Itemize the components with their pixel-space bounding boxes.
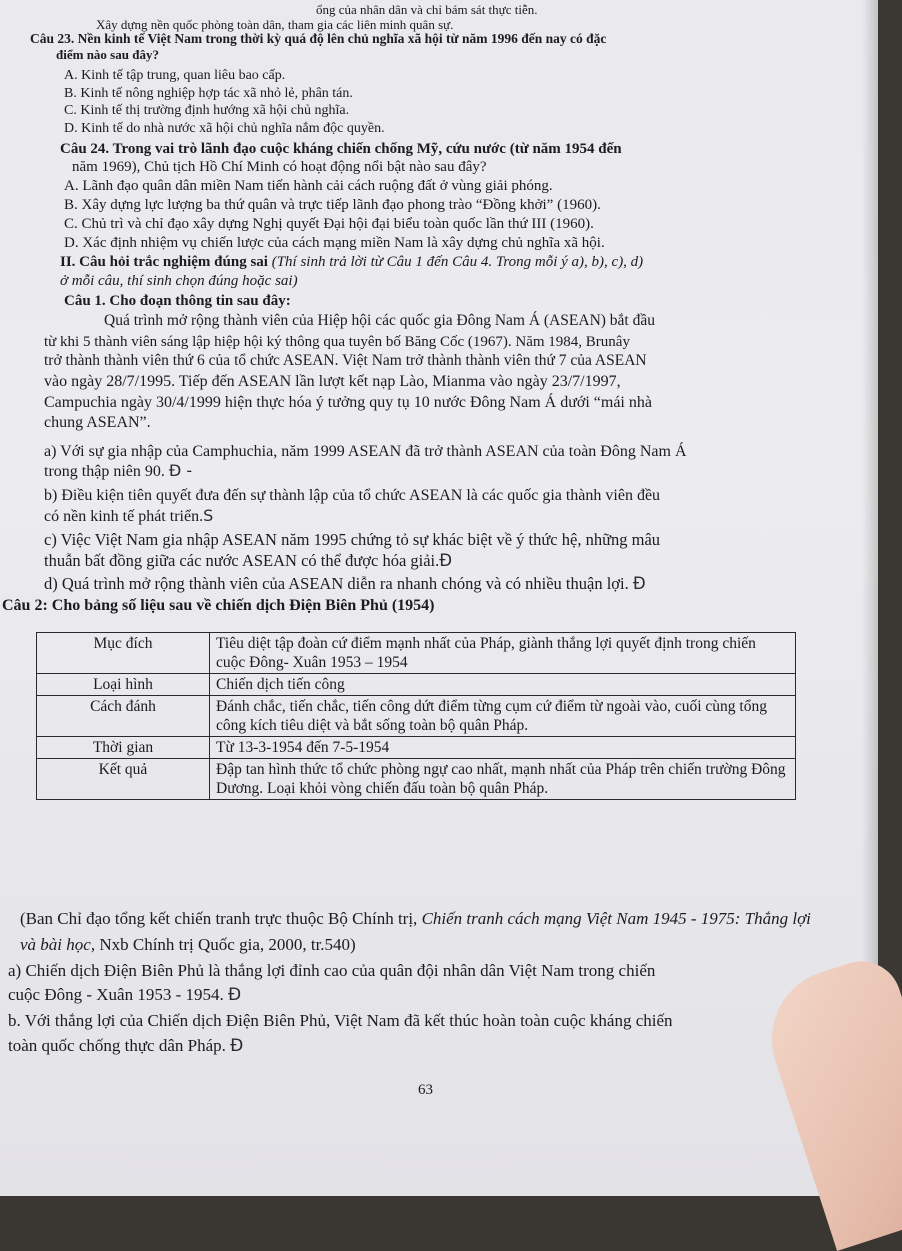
page-number: 63 [418,1082,433,1098]
text-line: điểm nào sau đây? [56,47,159,62]
table-row [37,674,796,696]
statement-d: d) Quá trình mở rộng thành viên của ASEAN diễn ra nhanh chóng và có nhiều thuận lợi. Đ [44,574,646,593]
campaign-table [36,632,796,800]
option-a: A. Lãnh đạo quân dân miền Nam tiến hành cải cách ruộng đất ở vùng giải phóng. [64,178,553,194]
statement-b: b) Điều kiện tiên quyết đưa đến sự thành lập của tổ chức ASEAN là các quốc gia thành viên đều [44,487,661,504]
source-citation: (Ban Chỉ đạo tổng kết chiến tranh trực thuộc Bộ Chính trị, Chiến tranh cách mạng Việt Nam 1945 - 1975: Thắng lợi và bài học, Nxb Chính trị Quốc gia, 2000, tr.540) [20,909,811,954]
passage-line: vào ngày 28/7/1995. Tiếp đến ASEAN lần lượt kết nạp Lào, Mianma vào ngày 23/7/1997, [44,373,621,390]
row-value: Đập tan hình thức tổ chức phòng ngự cao nhất, mạnh nhất của Pháp trên chiến trường Đông Dương. Loại khỏi vòng chiến đấu toàn bộ quân Pháp. [210,759,796,800]
question-23: Câu 23. Nền kinh tế Việt Nam trong thời kỳ quá độ lên chủ nghĩa xã hội từ năm 1996 đến nay có đặc [30,31,607,46]
option-c: C. Chủ trì và chỉ đạo xây dựng Nghị quyết Đại hội đại biểu toàn quốc lần thứ III (1960). [64,216,594,232]
row-value: Chiến dịch tiến công [210,674,796,696]
answer-mark: S [203,506,214,525]
q2-statement-a-cont: cuộc Đông - Xuân 1953 - 1954. Đ [8,985,242,1005]
answer-mark: Đ - [168,461,193,480]
row-header: Loại hình [37,674,210,696]
row-header: Cách đánh [37,696,210,737]
answer-mark: Đ [230,1036,244,1056]
table-row [37,759,796,800]
row-value: Tiêu diệt tập đoàn cứ điểm mạnh nhất của Pháp, giành thắng lợi quyết định trong chiến cuộc Đông- Xuân 1953 – 1954 [210,633,796,674]
section-heading: II. Câu hỏi trắc nghiệm đúng sai (Thí sinh trả lời từ Câu 1 đến Câu 4. Trong mỗi ý a), b), c), d) [60,254,644,270]
q2-statement-b-cont: toàn quốc chống thực dân Pháp. Đ [8,1036,244,1056]
text-line: ở mỗi câu, thí sinh chọn đúng hoặc sai) [60,273,298,289]
statement-a: a) Với sự gia nhập của Camphuchia, năm 1999 ASEAN đã trở thành ASEAN của toàn Đông Nam Á [44,443,687,460]
text-line: ổng của nhân dân và chỉ bám sát thực tiễn. [316,2,538,17]
row-value: Từ 13-3-1954 đến 7-5-1954 [210,737,796,759]
row-header: Thời gian [37,737,210,759]
row-value: Đánh chắc, tiến chắc, tiến công dứt điểm từng cụm cứ điểm từ ngoài vào, cuối cùng tổng công kích tiêu diệt và bắt sống toàn bộ quân Pháp. [210,696,796,737]
passage-line: chung ASEAN”. [44,414,151,431]
option-d: D. Xác định nhiệm vụ chiến lược của cách mạng miền Nam là xây dựng chủ nghĩa xã hội. [64,235,605,251]
question-24: Câu 24. Trong vai trò lãnh đạo cuộc kháng chiến chống Mỹ, cứu nước (từ năm 1954 đến [60,141,622,157]
passage-line: Campuchia ngày 30/4/1999 hiện thực hóa ý tưởng quy tụ 10 nước Đông Nam Á dưới “mái nhà [44,394,652,411]
statement-c-cont: thuẫn bất đồng giữa các nước ASEAN có thể được hóa giải.Đ [44,551,453,570]
option-b: B. Xây dựng lực lượng ba thứ quân và trực tiếp lãnh đạo phong trào “Đồng khởi” (1960). [64,197,601,213]
option-c: C. Kinh tế thị trường định hướng xã hội chủ nghĩa. [64,103,350,118]
option-b: B. Kinh tế nông nghiệp hợp tác xã nhỏ lẻ, phân tán. [64,86,353,101]
text-line: năm 1969), Chủ tịch Hồ Chí Minh có hoạt động nổi bật nào sau đây? [72,159,487,175]
q2-statement-a: a) Chiến dịch Điện Biên Phủ là thắng lợi đỉnh cao của quân đội nhân dân Việt Nam trong chiến [8,961,656,980]
option-d: D. Kinh tế do nhà nước xã hội chủ nghĩa nắm độc quyền. [64,121,385,136]
table-row [37,696,796,737]
passage-line: từ khi 5 thành viên sáng lập hiệp hội ký thông qua tuyên bố Băng Cốc (1967). Năm 1984, Brunây [44,334,630,350]
question-1: Câu 1. Cho đoạn thông tin sau đây: [64,293,291,309]
answer-mark: Đ [439,551,453,570]
row-header: Kết quả [37,759,210,800]
text-line: Xây dựng nền quốc phòng toàn dân, tham gia các liên minh quân sự. [96,17,454,32]
answer-mark: Đ [228,985,242,1005]
passage-line: trở thành thành viên thứ 6 của tổ chức ASEAN. Việt Nam trở thành thành viên thứ 7 của ASEAN [44,352,647,369]
q2-statement-b: b. Với thắng lợi của Chiến dịch Điện Biên Phủ, Việt Nam đã kết thúc hoàn toàn cuộc kháng chiến [8,1011,673,1030]
option-a: A. Kinh tế tập trung, quan liêu bao cấp. [64,68,286,83]
table-row [37,633,796,674]
row-header: Mục đích [37,633,210,674]
question-2: Câu 2: Cho bảng số liệu sau về chiến dịch Điện Biên Phủ (1954) [2,597,435,614]
passage-line: Quá trình mở rộng thành viên của Hiệp hội các quốc gia Đông Nam Á (ASEAN) bắt đầu [104,312,655,329]
table-row [37,737,796,759]
statement-b-cont: có nền kinh tế phát triển.S [44,506,214,525]
statement-c: c) Việc Việt Nam gia nhập ASEAN năm 1995 chứng tỏ sự khác biệt về ý thức hệ, những mâu [44,530,661,549]
answer-mark: Đ [632,574,646,593]
statement-a-cont: trong thập niên 90. Đ - [44,461,193,480]
